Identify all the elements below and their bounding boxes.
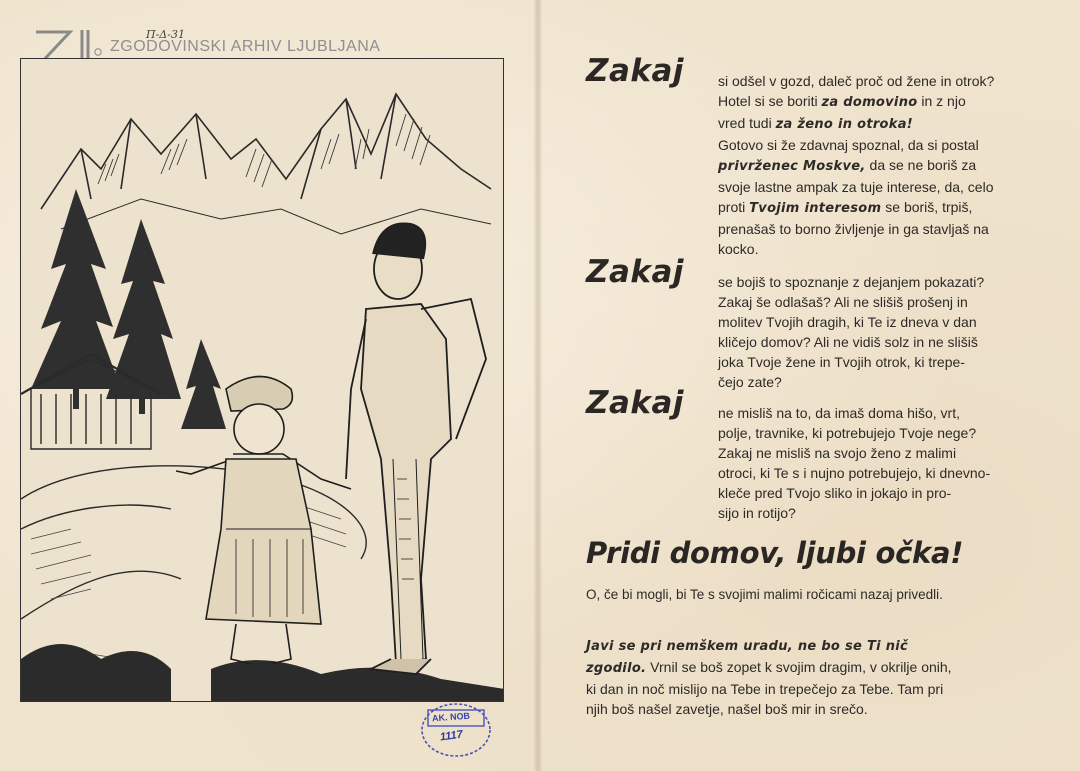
section-2-text bbox=[718, 272, 1033, 392]
text-run: ne misliš na to, da imaš doma hišo, vrt, bbox=[718, 405, 960, 421]
text-line bbox=[718, 443, 1033, 463]
text-line bbox=[718, 403, 1033, 423]
emphasized-text: Javi se pri nemškem uradu, ne bo se Ti nič bbox=[586, 639, 909, 654]
text-line bbox=[718, 372, 1033, 392]
text-line bbox=[718, 352, 1033, 372]
text-run: ki dan in noč mislijo na Tebe in trepečejo za Tebe. Tam pri bbox=[586, 681, 944, 697]
emphasized-text: zgodilo. bbox=[586, 661, 647, 676]
text-run: se bojiš to spoznanje z dejanjem pokazati? bbox=[718, 274, 985, 290]
emphasized-text: za domovino bbox=[821, 95, 918, 110]
text-run: vred tudi bbox=[718, 115, 776, 131]
emphasized-text: Tvojim interesom bbox=[749, 201, 882, 216]
text-line bbox=[718, 113, 1033, 135]
text-run: da se ne boriš za bbox=[865, 157, 977, 173]
section-1-heading: Zakaj bbox=[586, 53, 685, 89]
text-run: Vrnil se boš zopet k svojim dragim, v okrilje onih, bbox=[646, 659, 952, 675]
text-line bbox=[586, 699, 1034, 719]
appeal-title: Pridi domov, ljubi očka! bbox=[586, 536, 964, 570]
text-run: čejo zate? bbox=[718, 374, 782, 390]
sketch-drawing bbox=[21, 59, 504, 702]
text-line bbox=[718, 272, 1033, 292]
text-run: Zakaj ne misliš na svojo ženo z malimi bbox=[718, 445, 957, 461]
text-line bbox=[718, 312, 1033, 332]
archive-stamp bbox=[418, 700, 494, 760]
text-run: joka Tvoje žene in Tvojih otrok, ki trepe- bbox=[718, 354, 965, 370]
text-line bbox=[718, 483, 1033, 503]
section-3-heading: Zakaj bbox=[586, 385, 685, 421]
text-run: in z njo bbox=[917, 93, 966, 109]
closing-text bbox=[586, 635, 1034, 719]
text-run: se boriš, trpiš, bbox=[881, 199, 973, 215]
text-run: otroci, ki Te s i nujno potrebujejo, ki dnevno- bbox=[718, 465, 991, 481]
text-line bbox=[718, 239, 1033, 259]
text-line bbox=[718, 503, 1033, 523]
text-line bbox=[718, 332, 1033, 352]
text-line bbox=[718, 292, 1033, 312]
text-line bbox=[718, 71, 1033, 91]
text-line bbox=[586, 635, 1034, 657]
stamp-label: AK. NOB bbox=[431, 710, 471, 724]
text-line bbox=[718, 155, 1033, 177]
text-line bbox=[718, 423, 1033, 443]
text-line bbox=[586, 657, 1034, 679]
text-run: prenašaš to borno življenje in ga stavljaš na bbox=[718, 221, 989, 237]
archive-name: ZGODOVINSKI ARHIV LJUBLJANA bbox=[110, 38, 381, 55]
text-run: proti bbox=[718, 199, 750, 215]
page-fold bbox=[534, 0, 542, 771]
text-run: sijo in rotijo? bbox=[718, 505, 796, 521]
illustration-father-and-child bbox=[20, 58, 504, 702]
text-line bbox=[718, 135, 1033, 155]
text-run: Zakaj še odlašaš? Ali ne slišiš prošenj in bbox=[718, 294, 968, 310]
stamp-number: 1117 bbox=[439, 728, 464, 744]
text-run: Hotel si se boriti bbox=[718, 93, 822, 109]
text-run: molitev Tvojih dragih, ki Te iz dneva v dan bbox=[718, 314, 977, 330]
text-run: si odšel v gozd, daleč proč od žene in otrok? bbox=[718, 73, 995, 89]
text-run: kličejo domov? Ali ne vidiš solz in ne slišiš bbox=[718, 334, 978, 350]
text-run: polje, travnike, ki potrebujejo Tvoje nege? bbox=[718, 425, 977, 441]
text-line bbox=[718, 177, 1033, 197]
emphasized-text: za ženo in otroka! bbox=[775, 117, 914, 132]
emphasized-text: privrženec Moskve, bbox=[718, 159, 866, 174]
text-line bbox=[718, 91, 1033, 113]
text-line bbox=[718, 219, 1033, 239]
section-3-text bbox=[718, 403, 1033, 523]
text-line bbox=[586, 679, 1034, 699]
section-2-heading: Zakaj bbox=[586, 254, 685, 290]
text-run: svoje lastne ampak za tuje interese, da, celo bbox=[718, 179, 994, 195]
text-run: kleče pred Tvojo sliko in jokajo in pro- bbox=[718, 485, 952, 501]
handwritten-reference: Π-Δ-31 bbox=[146, 28, 185, 41]
text-line bbox=[718, 463, 1033, 483]
appeal-line: O, če bi mogli, bi Te s svojimi malimi ročicami nazaj privedli. bbox=[586, 587, 943, 602]
text-line bbox=[718, 197, 1033, 219]
text-run: kocko. bbox=[718, 241, 759, 257]
text-run: Gotovo si že zdavnaj spoznal, da si postal bbox=[718, 137, 979, 153]
section-1-text bbox=[718, 71, 1033, 259]
text-run: njih boš našel zavetje, našel boš mir in srečo. bbox=[586, 701, 868, 717]
